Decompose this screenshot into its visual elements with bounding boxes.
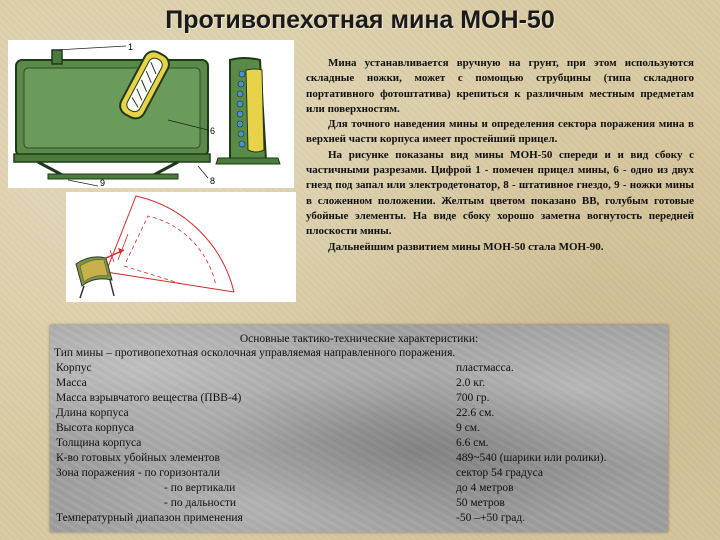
spec-label: К-во готовых убойных элементов: [56, 452, 220, 464]
spec-row: [56, 467, 656, 481]
spec-row: [56, 482, 656, 496]
spec-row: [56, 452, 656, 466]
spec-label: Высота корпуса: [56, 422, 135, 434]
spec-value: 489~540 (шарики или ролики).: [456, 452, 607, 464]
spec-value: 2.0 кг.: [456, 377, 486, 389]
spec-value: 700 гр.: [456, 392, 490, 404]
spec-row: [56, 512, 656, 526]
spec-label: Корпус: [56, 362, 92, 374]
spec-row: [56, 437, 656, 451]
spec-value: 9 см.: [456, 422, 480, 434]
spec-value: сектор 54 градуса: [456, 467, 543, 479]
spec-value: до 4 метров: [456, 482, 514, 494]
kill-zone-sector: [66, 192, 296, 302]
sector-diagram: [66, 192, 296, 302]
spec-label: Температурный диапазон применения: [56, 512, 243, 524]
spec-label: - по дальности: [164, 497, 236, 509]
description: [306, 56, 694, 255]
specs-type: Тип мины – противопехотная осколочная управляемая направленного поражения.: [54, 347, 456, 359]
label-9: 9: [100, 178, 106, 188]
spec-label: Масса: [56, 377, 87, 389]
page-title: Противопехотная мина МОН-50: [165, 6, 555, 34]
mine-drawing: [8, 40, 294, 188]
spec-row: [56, 407, 656, 421]
description-paragraph: На рисунке показаны вид мины МОН-50 спереди и и вид сбоку с частичными разрезами. Цифрой 1 - помечен прицел мины, 6 - одно из двух гнезд под запал или электродетонатор, 8 - штативное гнездо, 9 - ножки мины в сложенном положении. Желтым цветом показано ВВ, голубым готовые убойные элементы. На виде сбоку хорошо заметна вогнутость передней плоскости мины.: [306, 148, 694, 238]
description-paragraph: Для точного наведения мины и определения сектора поражения мина в верхней части корпуса имеет простейший прицел.: [306, 118, 694, 146]
spec-value: -50 –+50 град.: [456, 512, 526, 524]
label-8: 8: [210, 176, 216, 186]
spec-row: [56, 422, 656, 436]
spec-label: Длина корпуса: [56, 407, 129, 419]
spec-label: - по вертикали: [164, 482, 236, 494]
spec-row: [56, 497, 656, 511]
spec-value: 50 метров: [456, 497, 505, 509]
specs-title: Основные тактико-технические характеристики:: [239, 333, 479, 345]
spec-value: пластмасса.: [456, 362, 514, 374]
spec-label: Масса взрывчатого вещества (ПВВ-4): [56, 392, 242, 404]
label-1: 1: [128, 42, 134, 52]
spec-value: 22.6 см.: [456, 407, 495, 419]
spec-row: [56, 392, 656, 406]
label-6: 6: [210, 126, 216, 136]
description-paragraph: Дальнейшим развитием мины МОН-50 стала МОН-90.: [328, 240, 604, 253]
spec-value: 6.6 см.: [456, 437, 489, 449]
spec-row: [56, 377, 656, 391]
spec-label: Зона поражения - по горизонтали: [56, 467, 220, 479]
mine-front-side-view: [8, 40, 294, 188]
spec-row: [56, 362, 656, 376]
spec-label: Толщина корпуса: [56, 437, 142, 449]
specs-panel: [50, 325, 668, 532]
description-paragraph: Мина устанавливается вручную на грунт, при этом используются складные ножки, может с помощью струбцины (типа складного портативного фотоштатива) крепиться к различным местным предметам или поверхностям.: [306, 57, 694, 115]
